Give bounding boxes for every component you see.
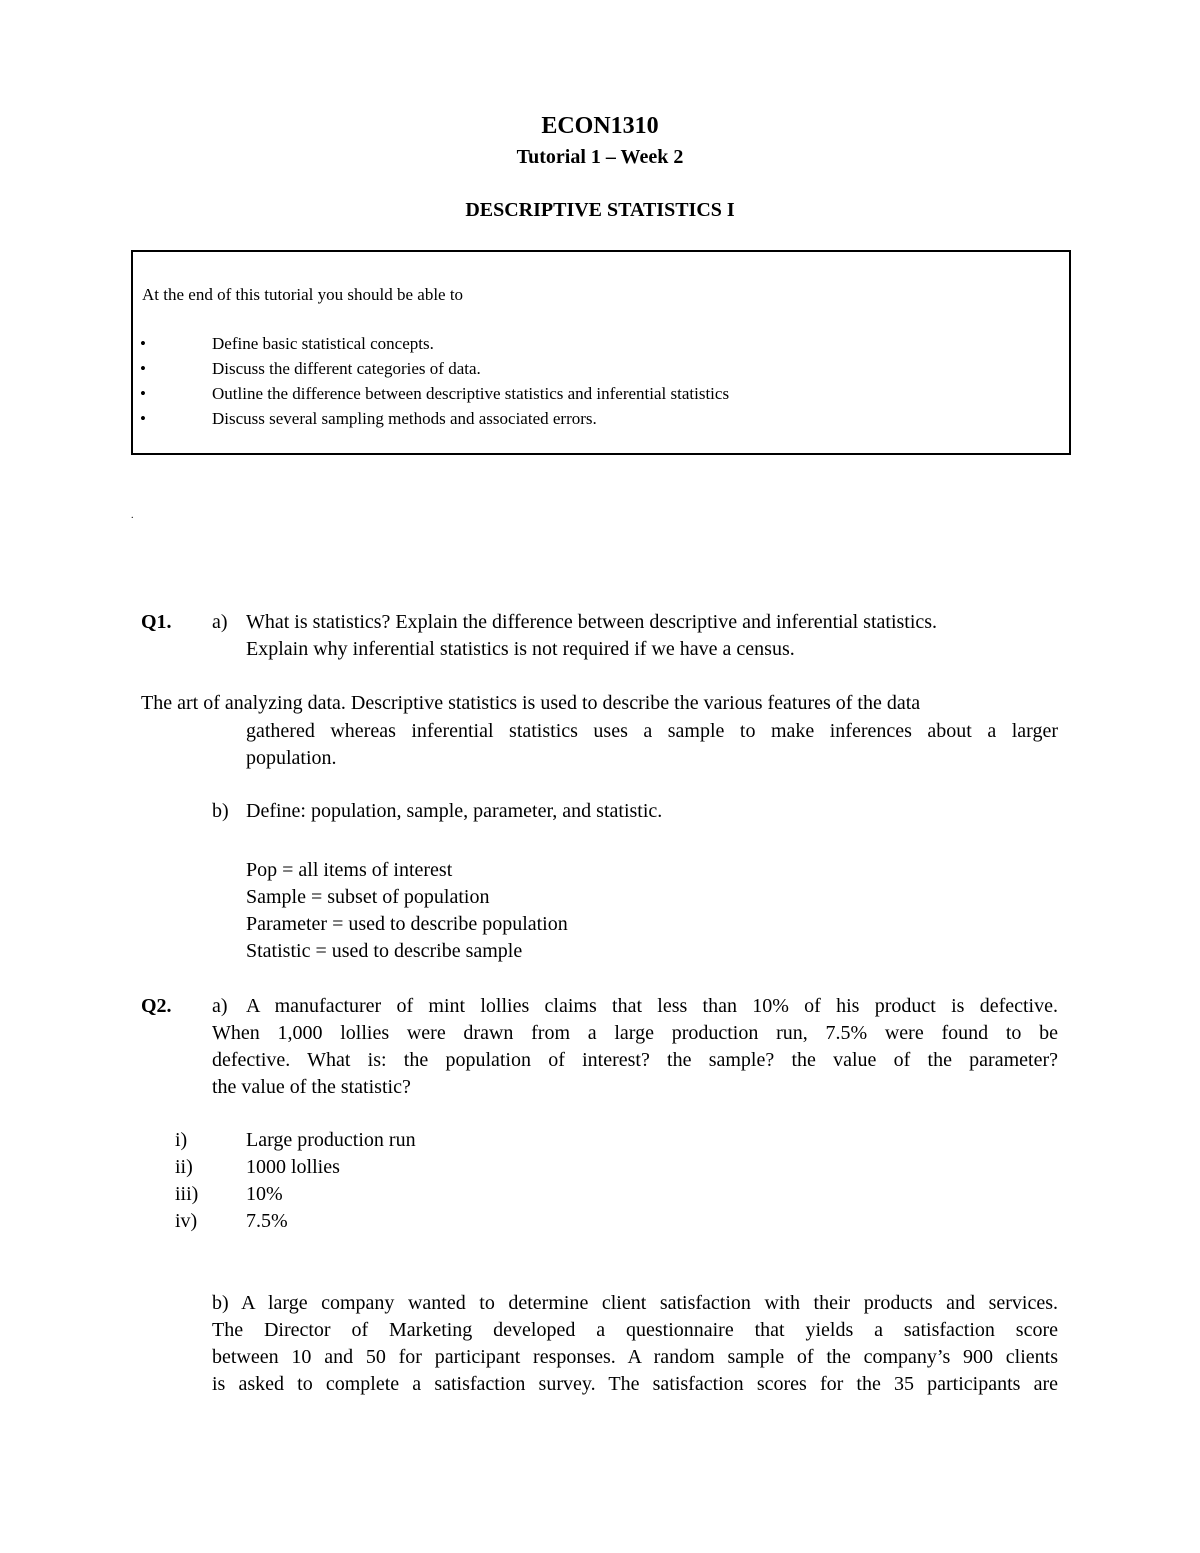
question-2b-text: between 10 and 50 for participant responses. A random sample of the company’s 900 clients bbox=[212, 1346, 1058, 1368]
question-1a-text: Explain why inferential statistics is not required if we have a census. bbox=[246, 638, 795, 660]
question-2a-text: When 1,000 lollies were drawn from a large production run, 7.5% were found to be bbox=[212, 1022, 1058, 1044]
question-2a-text: defective. What is: the population of interest? the sample? the value of the parameter? bbox=[212, 1049, 1058, 1071]
objectives-intro: At the end of this tutorial you should be able to bbox=[142, 285, 464, 304]
objective-item: Define basic statistical concepts. bbox=[212, 334, 434, 353]
definition-item: Sample = subset of population bbox=[246, 886, 490, 908]
answer-text: 1000 lollies bbox=[246, 1156, 340, 1178]
tutorial-subtitle: Tutorial 1 – Week 2 bbox=[516, 146, 684, 168]
answer-label: i) bbox=[175, 1129, 188, 1151]
objective-item: Discuss several sampling methods and associated errors. bbox=[212, 409, 597, 428]
definition-item: Statistic = used to describe sample bbox=[246, 940, 523, 962]
question-1a-text: What is statistics? Explain the difference between descriptive and inferential statistics. bbox=[246, 611, 938, 633]
stray-mark: . bbox=[131, 510, 134, 521]
definition-item: Pop = all items of interest bbox=[246, 859, 453, 881]
answer-text: Large production run bbox=[246, 1129, 416, 1151]
answer-label: ii) bbox=[175, 1156, 193, 1178]
bullet-icon: • bbox=[140, 334, 146, 353]
question-2a-text: the value of the statistic? bbox=[212, 1076, 411, 1098]
answer-1a-text: population. bbox=[246, 747, 337, 769]
question-2b-text: b) A large company wanted to determine client satisfaction with their products and services. bbox=[212, 1292, 1058, 1314]
question-2a-text: A manufacturer of mint lollies claims that less than 10% of his product is defective. bbox=[246, 995, 1058, 1017]
objective-item: Outline the difference between descriptive statistics and inferential statistics bbox=[212, 384, 730, 403]
bullet-icon: • bbox=[140, 384, 146, 403]
answer-1a-text: gathered whereas inferential statistics uses a sample to make inferences about a larger bbox=[246, 720, 1058, 742]
question-2b-text: The Director of Marketing developed a questionnaire that yields a satisfaction score bbox=[212, 1319, 1058, 1341]
question-1b-label: b) bbox=[212, 800, 229, 822]
answer-label: iii) bbox=[175, 1183, 199, 1205]
answer-label: iv) bbox=[175, 1210, 198, 1232]
answer-1a-text: The art of analyzing data. Descriptive statistics is used to describe the various features of the data bbox=[141, 692, 921, 714]
question-2b-text: is asked to complete a satisfaction survey. The satisfaction scores for the 35 participants are bbox=[212, 1373, 1058, 1395]
question-2a-label: a) bbox=[212, 995, 228, 1017]
answer-text: 10% bbox=[246, 1183, 283, 1205]
definition-item: Parameter = used to describe population bbox=[246, 913, 568, 935]
question-2-number: Q2. bbox=[141, 995, 172, 1017]
question-1-number: Q1. bbox=[141, 611, 172, 633]
course-code: ECON1310 bbox=[541, 113, 659, 139]
objective-item: Discuss the different categories of data. bbox=[212, 359, 481, 378]
bullet-icon: • bbox=[140, 409, 146, 428]
bullet-icon: • bbox=[140, 359, 146, 378]
question-1a-label: a) bbox=[212, 611, 228, 633]
answer-text: 7.5% bbox=[246, 1210, 288, 1232]
question-1b-text: Define: population, sample, parameter, and statistic. bbox=[246, 800, 663, 822]
topic-title: DESCRIPTIVE STATISTICS I bbox=[465, 199, 735, 221]
